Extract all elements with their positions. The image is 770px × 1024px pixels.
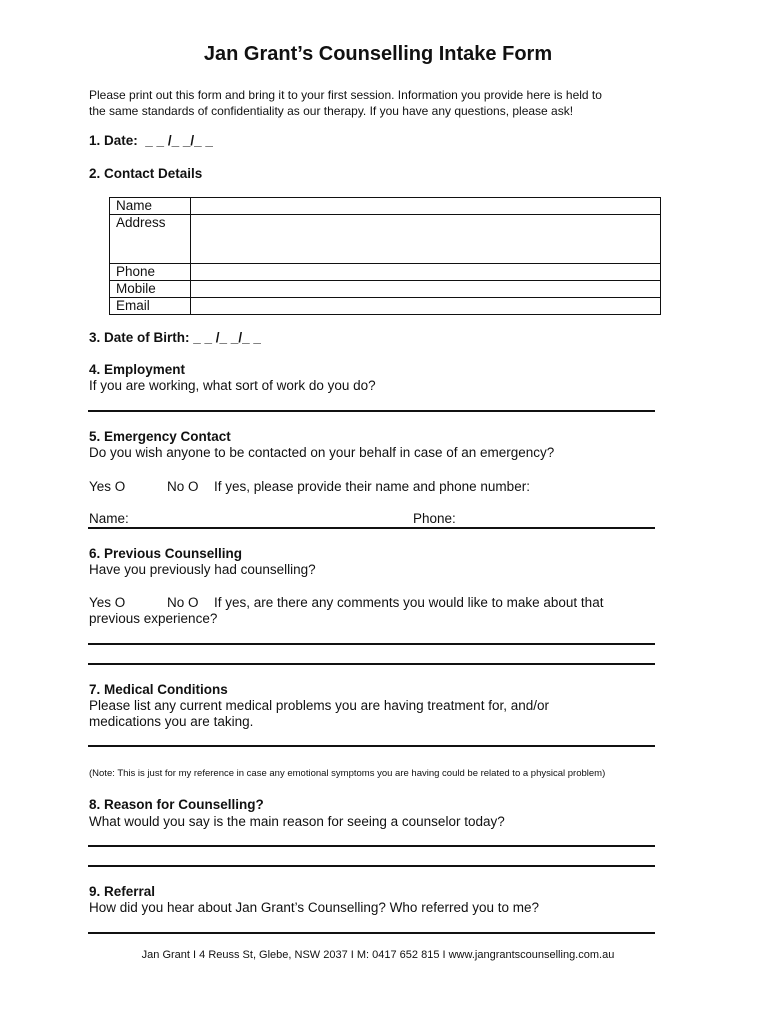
dob-row xyxy=(89,330,261,345)
emergency-phone-label: Phone: xyxy=(413,511,456,526)
table-row xyxy=(110,198,661,215)
page-title: Jan Grant’s Counselling Intake Form xyxy=(203,43,553,65)
address-label: Address xyxy=(110,215,191,264)
medical-question-2: medications you are taking. xyxy=(89,714,254,729)
previous-yes-radio-icon[interactable]: O xyxy=(114,595,126,610)
reason-answer-line-1[interactable] xyxy=(88,845,655,847)
date-row xyxy=(89,133,213,148)
referral-answer-line[interactable] xyxy=(88,932,655,934)
previous-followup-2: previous experience? xyxy=(89,611,218,626)
employment-question: If you are working, what sort of work do you do? xyxy=(89,378,376,393)
medical-note: (Note: This is just for my reference in case any emotional symptoms you are having could be related to a physical problem) xyxy=(89,768,606,779)
emergency-yes-option[interactable] xyxy=(89,479,125,494)
name-label: Name xyxy=(110,198,191,215)
name-field[interactable] xyxy=(191,198,661,215)
phone-label: Phone xyxy=(110,264,191,281)
reason-heading: 8. Reason for Counselling? xyxy=(89,797,264,812)
mobile-label: Mobile xyxy=(110,281,191,298)
emergency-followup: If yes, please provide their name and phone number: xyxy=(214,479,530,494)
medical-question-1: Please list any current medical problems you are having treatment for, and/or xyxy=(89,698,549,713)
contact-details-table xyxy=(109,197,661,315)
emergency-name-label: Name: xyxy=(89,511,129,526)
footer-contact: Jan Grant I 4 Reuss St, Glebe, NSW 2037 I M: 0417 652 815 I www.jangrantscounselling.com.au xyxy=(141,949,615,961)
reason-answer-line-2[interactable] xyxy=(88,865,655,867)
dob-field[interactable]: _ _ /_ _/_ _ xyxy=(193,330,261,345)
previous-yes-label: Yes xyxy=(89,595,112,610)
previous-heading: 6. Previous Counselling xyxy=(89,546,243,561)
emergency-no-option[interactable] xyxy=(167,479,199,494)
emergency-answer-line[interactable] xyxy=(88,527,655,529)
mobile-field[interactable] xyxy=(191,281,661,298)
previous-no-radio-icon[interactable]: O xyxy=(188,595,199,610)
previous-no-label: No xyxy=(167,595,185,610)
emergency-no-radio-icon[interactable]: O xyxy=(188,479,199,494)
emergency-no-label: No xyxy=(167,479,185,494)
previous-question: Have you previously had counselling? xyxy=(89,562,316,577)
referral-question: How did you hear about Jan Grant’s Counselling? Who referred you to me? xyxy=(89,900,540,915)
medical-answer-line[interactable] xyxy=(88,745,655,747)
table-row xyxy=(110,281,661,298)
previous-answer-line-2[interactable] xyxy=(88,663,655,665)
employment-heading: 4. Employment xyxy=(89,362,186,377)
table-row xyxy=(110,264,661,281)
table-row xyxy=(110,298,661,315)
intro-line-1: Please print out this form and bring it to your first session. Information you provide here is held to xyxy=(89,88,602,102)
previous-followup: If yes, are there any comments you would like to make about that xyxy=(214,595,604,610)
table-row xyxy=(110,215,661,264)
dob-label: 3. Date of Birth: xyxy=(89,330,190,345)
emergency-yes-label: Yes xyxy=(89,479,112,494)
previous-answer-line-1[interactable] xyxy=(88,643,655,645)
reason-question: What would you say is the main reason for seeing a counselor today? xyxy=(89,814,505,829)
phone-field[interactable] xyxy=(191,264,661,281)
emergency-heading: 5. Emergency Contact xyxy=(89,429,231,444)
previous-yes-option[interactable] xyxy=(89,595,125,610)
intro-line-2: the same standards of confidentiality as our therapy. If you have any questions, please ask! xyxy=(89,104,574,118)
emergency-question: Do you wish anyone to be contacted on your behalf in case of an emergency? xyxy=(89,445,555,460)
date-field[interactable]: _ _ /_ _/_ _ xyxy=(145,133,213,148)
medical-heading: 7. Medical Conditions xyxy=(89,682,228,697)
email-field[interactable] xyxy=(191,298,661,315)
date-label: 1. Date: xyxy=(89,133,138,148)
contact-heading: 2. Contact Details xyxy=(89,166,203,181)
emergency-yes-radio-icon[interactable]: O xyxy=(114,479,126,494)
employment-answer-line[interactable] xyxy=(88,410,655,412)
address-field[interactable] xyxy=(191,215,661,264)
email-label: Email xyxy=(110,298,191,315)
referral-heading: 9. Referral xyxy=(89,884,156,899)
previous-no-option[interactable] xyxy=(167,595,199,610)
